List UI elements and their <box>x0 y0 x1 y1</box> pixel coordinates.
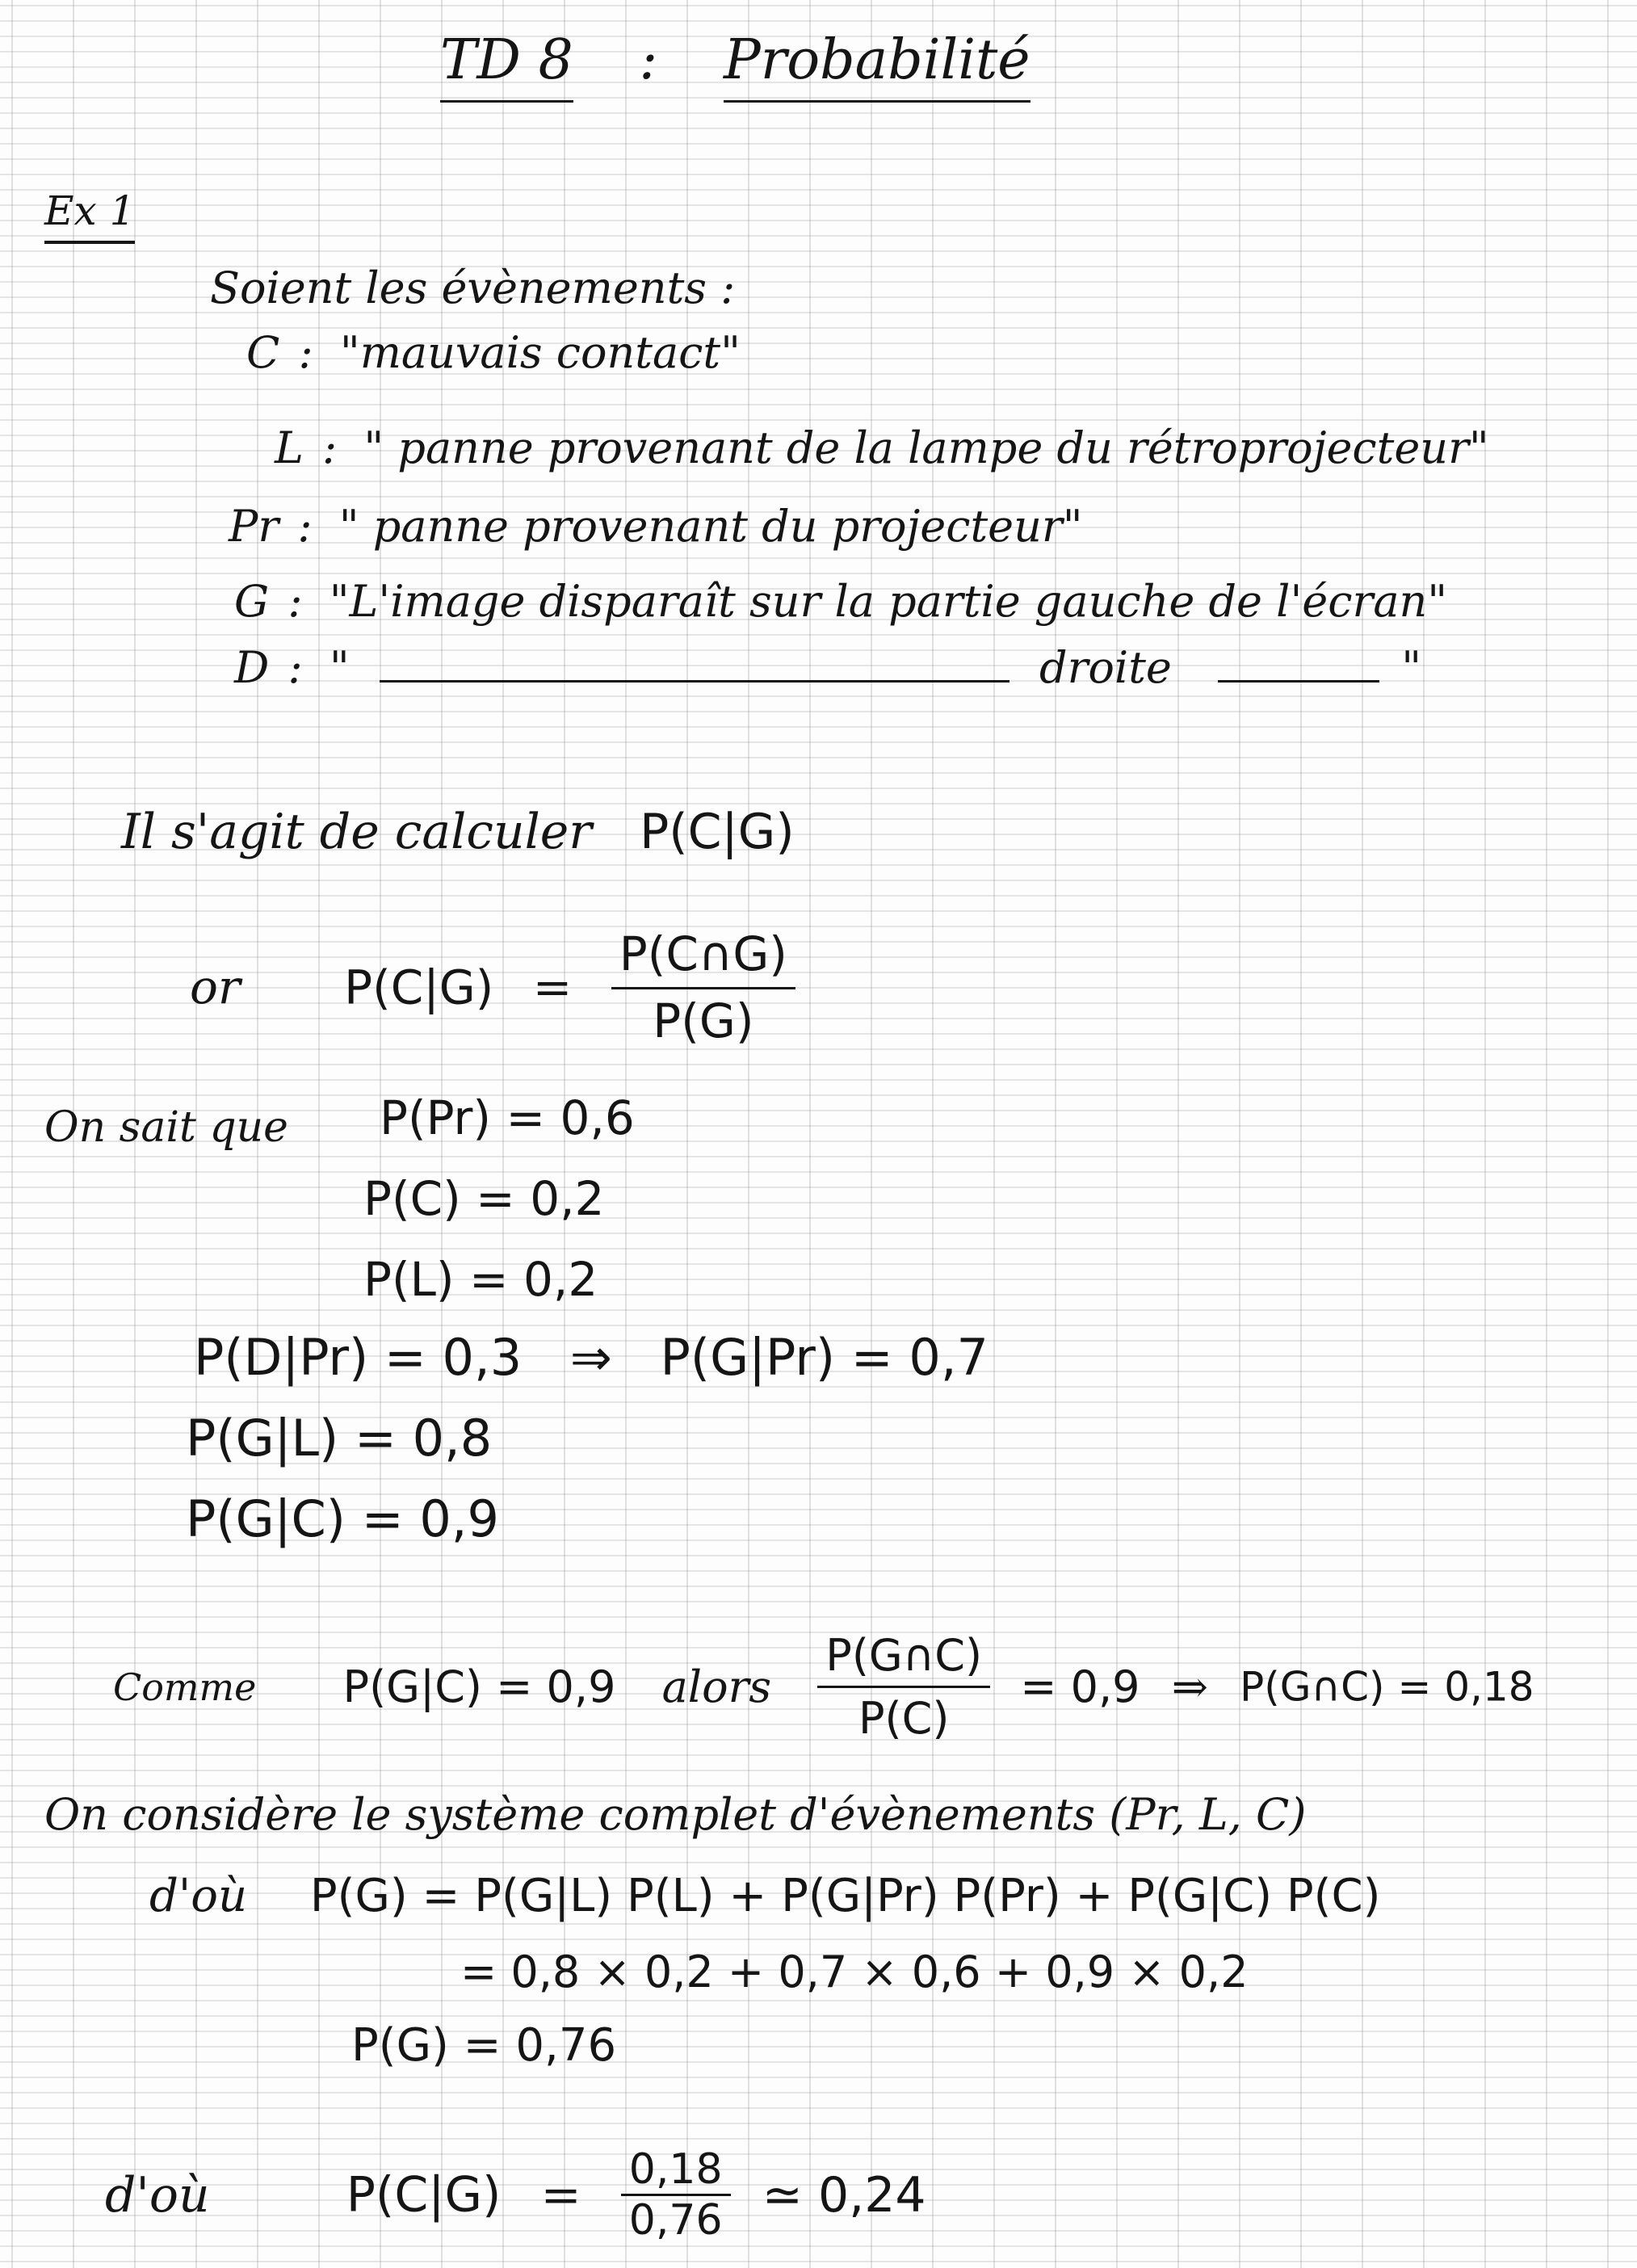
cond1-left: P(D|Pr) = 0,3 <box>194 1328 523 1387</box>
final-approx: ≃ 0,24 <box>762 2166 926 2224</box>
bayes-lhs: P(C|G) <box>344 960 494 1015</box>
title-colon: : <box>639 28 658 92</box>
bayes-formula <box>190 926 795 1048</box>
known-line: P(C) = 0,2 <box>363 1171 605 1226</box>
event-desc: "mauvais contact" <box>339 327 741 378</box>
implies-arrow: ⇒ <box>1171 1661 1208 1713</box>
event-desc: " panne provenant de la lampe du rétroprojecteur" <box>363 422 1489 473</box>
event-c <box>246 327 741 378</box>
final-fraction <box>621 2145 731 2245</box>
exercise-label: Ex 1 <box>44 187 135 234</box>
event-pr <box>229 501 1083 552</box>
goal-line <box>121 804 795 860</box>
final-numerator: 0,18 <box>621 2148 731 2196</box>
system-line3: P(G) = 0,76 <box>351 2019 617 2072</box>
system-line2: = 0,8 × 0,2 + 0,7 × 0,6 + 0,9 × 0,2 <box>460 1947 1249 1997</box>
comme-denominator: P(C) <box>858 1693 950 1745</box>
event-sep: : <box>322 422 338 473</box>
known-intro: On sait que <box>44 1103 288 1152</box>
comme-line <box>113 1632 1534 1743</box>
system-intro: On considère le système complet d'évènements (Pr, L, C) <box>44 1789 1307 1840</box>
bayes-eq: = <box>532 960 573 1015</box>
event-sep: : <box>298 327 313 378</box>
total-prob-formula: P(G) = P(G|L) P(L) + P(G|Pr) P(Pr) + P(G|C) P(C) <box>309 1870 1381 1922</box>
event-desc-close: " <box>1401 642 1422 693</box>
known-line: P(L) = 0,2 <box>363 1252 598 1307</box>
events-intro: Soient les évènements : <box>210 262 736 313</box>
bayes-numerator: P(C∩G) <box>611 929 795 989</box>
known-line: P(Pr) = 0,6 <box>380 1090 635 1145</box>
event-symbol: L <box>275 422 304 473</box>
comme-word: Comme <box>113 1665 257 1709</box>
goal-text: Il s'agit de calculer <box>121 804 592 860</box>
event-l <box>275 422 1489 473</box>
comme-alors: alors <box>661 1661 772 1713</box>
ditto-line <box>1218 680 1379 682</box>
event-desc: " panne provenant du projecteur" <box>338 501 1083 552</box>
bayes-denominator: P(G) <box>653 993 754 1048</box>
event-symbol: G <box>234 576 270 627</box>
goal-expr: P(C|G) <box>640 804 795 860</box>
page-title <box>440 28 1030 103</box>
final-denominator: 0,76 <box>628 2196 723 2245</box>
event-symbol: C <box>246 327 280 378</box>
event-desc-open: " <box>329 642 350 693</box>
final-dou: d'où <box>105 2166 210 2224</box>
final-result <box>105 2145 926 2245</box>
final-lhs: P(C|G) <box>346 2166 502 2224</box>
event-symbol: D <box>234 642 270 693</box>
event-sep: : <box>288 642 303 693</box>
comme-numerator: P(G∩C) <box>817 1632 990 1688</box>
cond1-right: P(G|Pr) = 0,7 <box>660 1328 988 1387</box>
implies-arrow: ⇒ <box>569 1328 612 1387</box>
event-sep: : <box>288 576 303 627</box>
system-line1 <box>149 1870 1381 1922</box>
title-subject: Probabilité <box>724 28 1030 103</box>
event-desc: "L'image disparaît sur la partie gauche de l'écran" <box>329 576 1448 627</box>
system-dou: d'où <box>149 1870 248 1922</box>
event-desc-word: droite <box>1039 642 1172 693</box>
event-g <box>234 576 1448 627</box>
bayes-prefix: or <box>190 960 241 1015</box>
bayes-fraction <box>611 926 795 1048</box>
cond-g-l: P(G|L) = 0,8 <box>186 1409 493 1468</box>
final-eq: = <box>540 2166 581 2224</box>
event-d <box>234 642 1422 693</box>
ditto-line <box>380 680 1009 682</box>
comme-fraction <box>817 1632 990 1743</box>
comme-given: P(G|C) = 0,9 <box>342 1661 616 1713</box>
event-symbol: Pr <box>229 501 279 552</box>
comme-eq: = 0,9 <box>1020 1661 1140 1713</box>
comme-result: P(G∩C) = 0,18 <box>1240 1663 1534 1711</box>
cond-g-c: P(G|C) = 0,9 <box>186 1489 499 1548</box>
title-td: TD 8 <box>440 28 573 103</box>
cond-d-pr <box>194 1328 988 1387</box>
event-sep: : <box>297 501 313 552</box>
